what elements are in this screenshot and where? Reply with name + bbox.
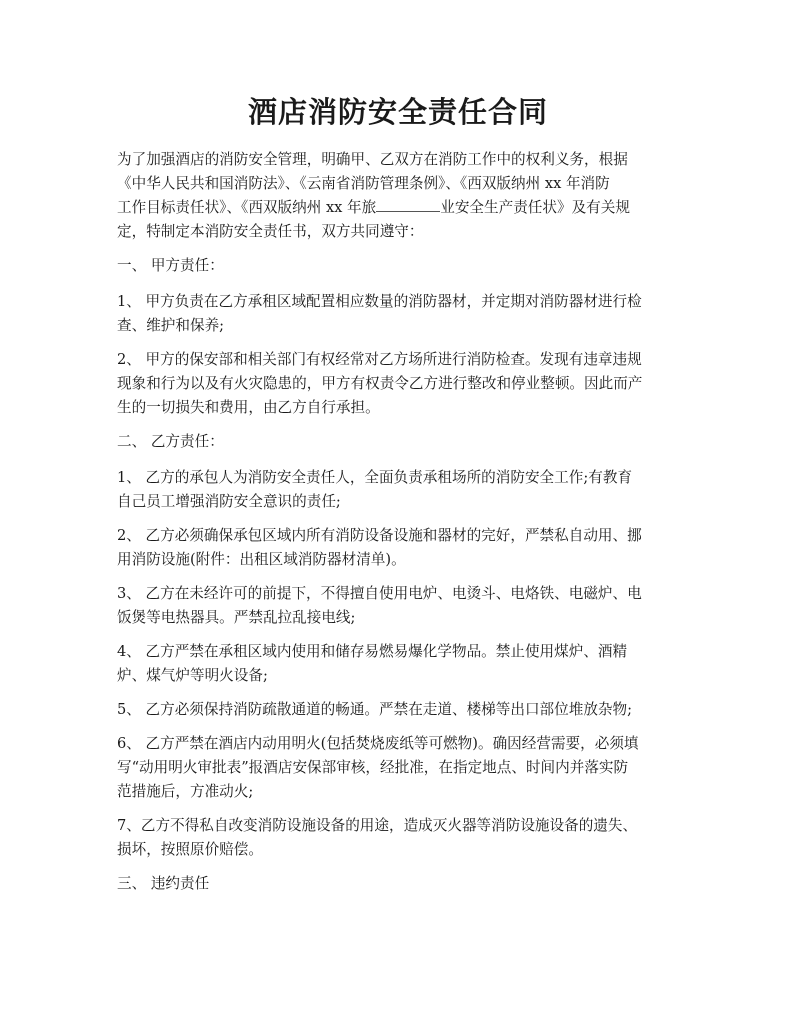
clause-line: 1、 甲方负责在乙方承租区域配置相应数量的消防器材，并定期对消防器材进行检: [117, 293, 642, 310]
intro-paragraph: [117, 148, 683, 244]
clause-line: 生的一切损失和费用，由乙方自行承担。: [117, 399, 380, 416]
clause-line: 4、 乙方严禁在承租区域内使用和储存易燃易爆化学物品。禁止使用煤炉、酒精: [117, 643, 628, 660]
section-heading-party-a: 一、 甲方责任：: [117, 257, 224, 274]
clause-paragraph: [117, 348, 683, 420]
clause-line: 用消防设施(附件：出租区域消防器材清单)。: [117, 551, 406, 568]
fill-in-blank: [376, 197, 440, 212]
clause-paragraph: [117, 732, 683, 804]
clause-paragraph: [117, 524, 683, 572]
clause-line: 2、 甲方的保安部和相关部门有权经常对乙方场所进行消防检查。发现有违章违规: [117, 351, 642, 368]
intro-line-part: 业安全生产责任状》及有关规: [440, 199, 630, 216]
clause-line: 损坏，按照原价赔偿。: [117, 841, 263, 858]
intro-line: 定，特制定本消防安全责任书，双方共同遵守：: [117, 223, 424, 240]
section-heading-breach-liability: 三、 违约责任: [117, 875, 210, 892]
intro-line-part: 工作目标责任状》、《西双版纳州 xx 年旅: [117, 199, 377, 216]
clause-line: 炉、煤气炉等明火设备;: [117, 667, 268, 684]
clause-line: 2、 乙方必须确保承包区域内所有消防设备设施和器材的完好，严禁私自动用、挪: [117, 527, 642, 544]
clause-line: 3、 乙方在未经许可的前提下，不得擅自使用电炉、电烫斗、电烙铁、电磁炉、电: [117, 585, 642, 602]
document-body: [117, 148, 683, 908]
clause-line: 7、乙方不得私自改变消防设施设备的用途，造成灭火器等消防设施设备的遗失、: [117, 817, 638, 834]
document-title: 酒店消防安全责任合同: [247, 95, 548, 129]
clause-paragraph: [117, 698, 683, 722]
clause-line: 范措施后，方准动火;: [117, 783, 254, 800]
clause-line: 5、 乙方必须保持消防疏散通道的畅通。严禁在走道、楼梯等出口部位堆放杂物;: [117, 701, 633, 718]
intro-line: 为了加强酒店的消防安全管理，明确甲、乙双方在消防工作中的权利义务，根据: [117, 151, 628, 168]
clause-line: 查、维护和保养;: [117, 317, 225, 334]
clause-line: 现象和行为以及有火灾隐患的，甲方有权责令乙方进行整改和停业整顿。因此而产: [117, 375, 643, 392]
clause-line: 写“动用明火审批表”报酒店安保部审核，经批准，在指定地点、时间内并落实防: [117, 759, 629, 776]
clause-line: 饭煲等电热器具。严禁乱拉乱接电线;: [117, 609, 356, 626]
intro-line: [117, 196, 683, 220]
clause-paragraph: [117, 290, 683, 338]
clause-paragraph: [117, 466, 683, 514]
clause-line: 6、 乙方严禁在酒店内动用明火(包括焚烧废纸等可燃物)。确因经营需要，必须填: [117, 735, 639, 752]
clause-paragraph: [117, 582, 683, 630]
section-heading-party-b: 二、 乙方责任：: [117, 433, 224, 450]
clause-line: 自己员工增强消防安全意识的责任;: [117, 493, 341, 510]
clause-paragraph: [117, 814, 683, 862]
intro-line: 《中华人民共和国消防法》、《云南省消防管理条例》、《西双版纳州 xx 年消防: [117, 175, 610, 192]
clause-line: 1、 乙方的承包人为消防安全责任人，全面负责承租场所的消防安全工作;有教育: [117, 469, 633, 486]
clause-paragraph: [117, 640, 683, 688]
